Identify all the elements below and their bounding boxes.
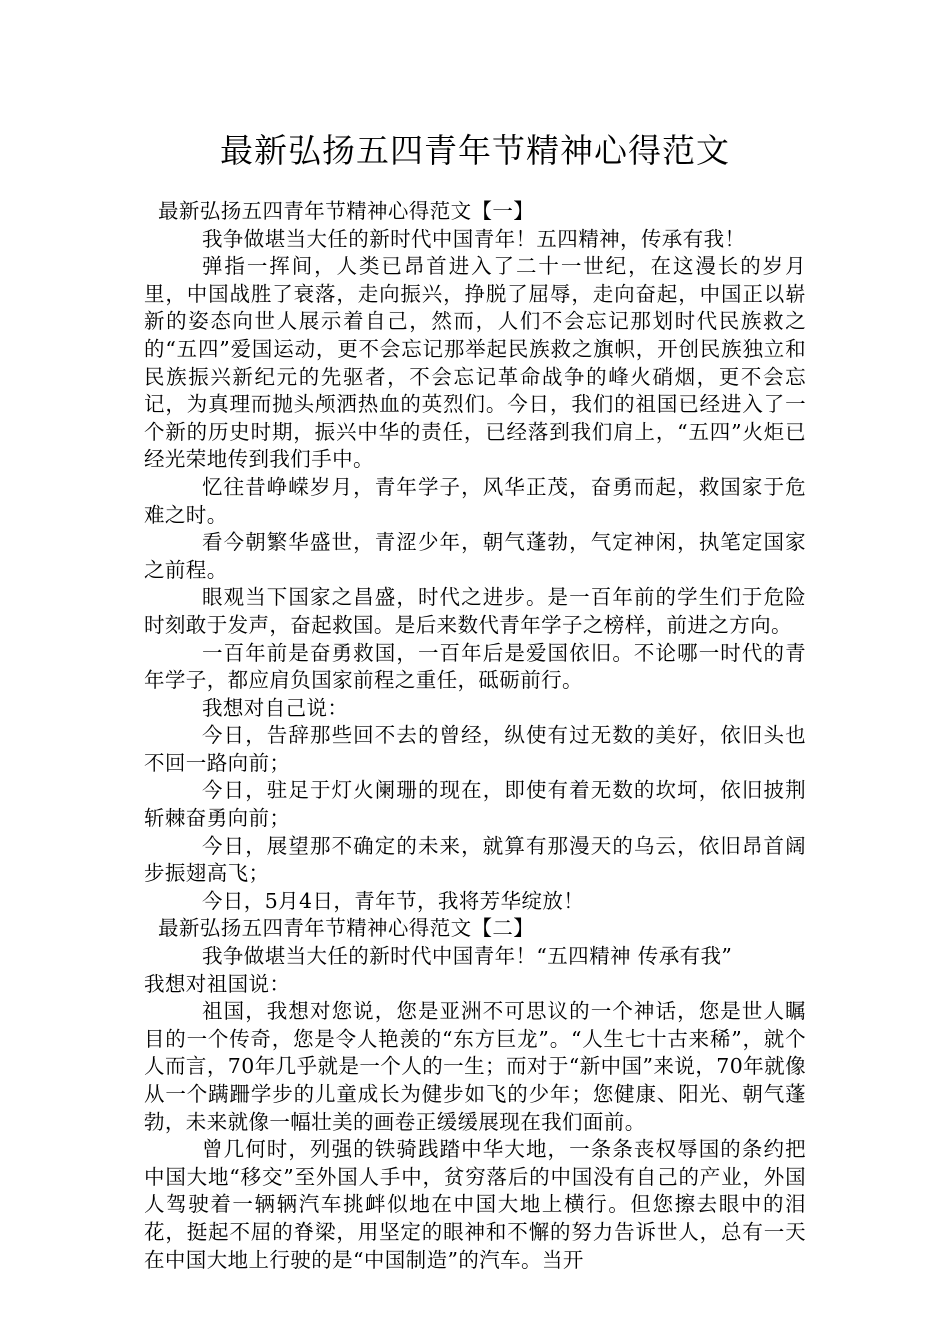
paragraph: 我争做堪当大任的新时代中国青年！“五四精神 传承有我” <box>202 944 733 969</box>
paragraph: 今日，告辞那些回不去的曾经，纵使有过无数的美好，依旧头也不回一路向前； <box>144 723 806 775</box>
paragraph: 我想对祖国说： <box>144 971 291 996</box>
paragraph: 眼观当下国家之昌盛，时代之进步。是一百年前的学生们于危险时刻敢于发声，奋起救国。是后来数代青年学子之榜样，前进之方向。 <box>144 585 806 637</box>
section-heading-1: 最新弘扬五四青年节精神心得范文【一】 <box>158 199 535 223</box>
paragraph: 今日，5月4日，青年节，我将芳华绽放！ <box>202 888 585 913</box>
paragraph: 弹指一挥间，人类已昂首进入了二十一世纪，在这漫长的岁月里，中国战胜了衰落，走向振兴，挣脱了屈辱，走向奋起，中国正以崭新的姿态向世人展示着自己，然而，人们不会忘记那划时代民族救之的“五四”爱国运动，更不会忘记那举起民族救之旗帜，开创民族独立和民族振兴新纪元的先驱者，不会忘记革命战争的峰火硝烟，更不会忘记，为真理而抛头颅洒热血的英烈们。今日，我们的祖国已经进入了一个新的历史时期，振兴中华的责任，已经落到我们肩上，“五四”火炬已经光荣地传到我们手中。 <box>144 254 806 472</box>
paragraph: 忆往昔峥嵘岁月，青年学子，风华正茂，奋勇而起，救国家于危难之时。 <box>144 474 806 527</box>
document-title: 最新弘扬五四青年节精神心得范文 <box>220 131 730 170</box>
paragraph: 我争做堪当大任的新时代中国青年！五四精神，传承有我！ <box>202 226 746 251</box>
paragraph: 今日，驻足于灯火阑珊的现在，即使有着无数的坎坷，依旧披荆斩棘奋勇向前； <box>144 778 806 831</box>
document-body <box>144 198 806 1274</box>
paragraph: 一百年前是奋勇救国，一百年后是爱国依旧。不论哪一时代的青年学子，都应肩负国家前程之重任，砥砺前行。 <box>144 640 806 693</box>
paragraph: 看今朝繁华盛世，青涩少年，朝气蓬勃，气定神闲，执笔定国家之前程。 <box>144 530 806 582</box>
paragraph: 我想对自己说： <box>202 695 349 720</box>
paragraph: 曾几何时，列强的铁骑践踏中华大地，一条条丧权辱国的条约把中国大地“移交”至外国人手中，贫穷落后的中国没有自己的产业，外国人驾驶着一辆辆汽车挑衅似地在中国大地上横行。但您擦去眼中的泪花，挺起不屈的脊梁，用坚定的眼神和不懈的努力告诉世人，总有一天在中国大地上行驶的是“中国制造”的汽车。当开 <box>144 1137 806 1272</box>
section-heading-2: 最新弘扬五四青年节精神心得范文【二】 <box>158 916 535 941</box>
paragraph: 祖国，我想对您说，您是亚洲不可思议的一个神话，您是世人瞩目的一个传奇，您是令人艳羡的“东方巨龙”。“人生七十古来稀”，就个人而言，70年几乎就是一个人的一生；而对于“新中国”来说，70年就像从一个蹒跚学步的儿童成长为健步如飞的少年；您健康、阳光、朝气蓬勃，未来就像一幅壮美的画卷正缓缓展现在我们面前。 <box>144 999 806 1134</box>
paragraph: 今日，展望那不确定的未来，就算有那漫天的乌云，依旧昂首阔步振翅高飞； <box>144 833 806 886</box>
